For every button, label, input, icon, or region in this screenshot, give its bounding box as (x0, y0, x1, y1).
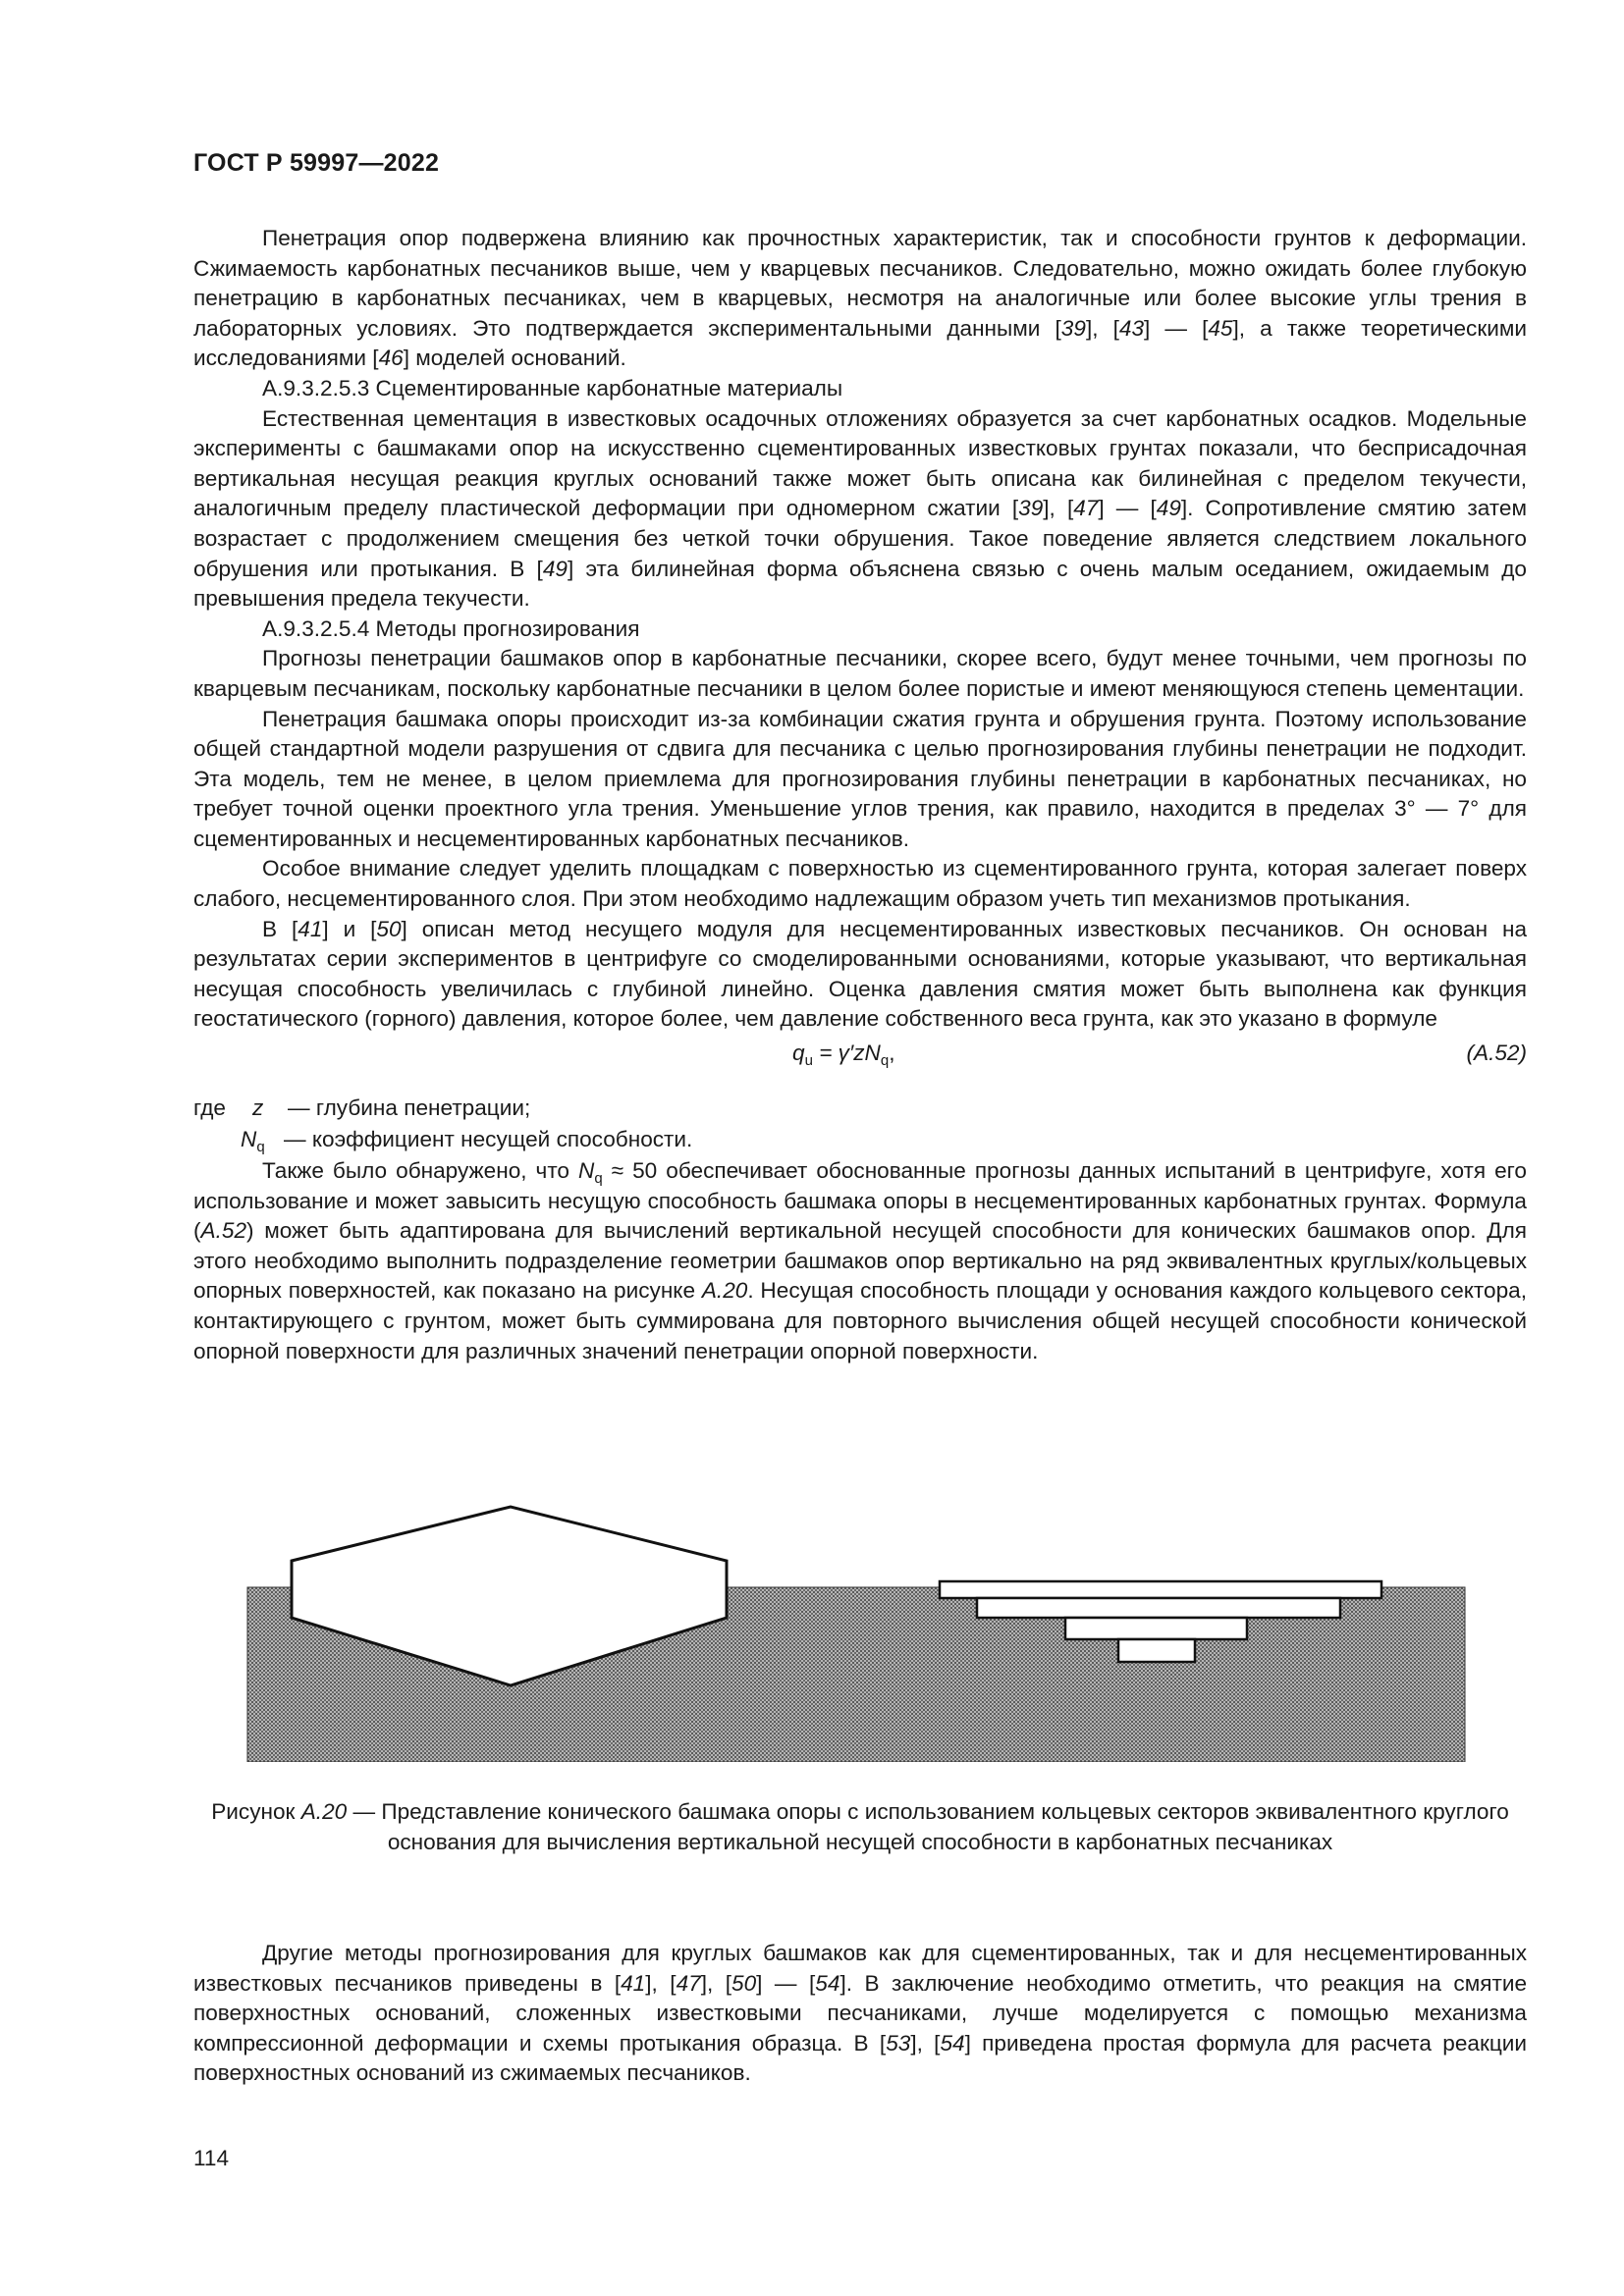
text-block-bottom (193, 1939, 1527, 2089)
subsection-heading-a9-3-2-5-4: А.9.3.2.5.4 Методы прогнозирования (262, 615, 640, 641)
text-block-top (193, 224, 1527, 1366)
document-header: ГОСТ Р 59997—2022 (193, 149, 440, 177)
paragraph-7: Также было обнаружено, что $N_q \approx 50$ обеспечивает обоснованные прогнозы данных испытаний в центрифуге, хотя его использование и может завысить несущую способность башмака опоры в несцементированных карбонатных грунтах. Формула (А.52) может быть адаптирована для вычислений вертикальной несущей способности для конических башмаков опор. Для этого необходимо выполнить подразделение геометрии башмаков опор вертикально на ряд эквивалентных круглых/кольцевых опорных поверхностей, как показано на рисунке А.20. Несущая способность площади у основания каждого кольцевого сектора, контактирующего с грунтом, может быть суммирована для повторного вычисления общей несущей способности конической опорной поверхности для различных значений пенетрации опорной поверхности. (193, 1158, 1527, 1363)
figure-caption: Рисунок А.20 — Представление конического башмака опоры с использованием кольцевых секторов эквивалентного круглого основания для вычисления вертикальной несущей способности в карбонатных песчаниках (211, 1799, 1509, 1854)
ring-sector-1 (940, 1581, 1381, 1598)
formula-number: (А.52) (1466, 1041, 1527, 1066)
definitions-list (193, 1094, 1527, 1156)
formula-row (193, 1039, 1527, 1076)
paragraph-3: Прогнозы пенетрации башмаков опор в карбонатные песчаники, скорее всего, будут менее точными, чем прогнозы по кварцевым песчаникам, поскольку карбонатные песчаники в целом более пористые и имеют меняющуюся степень цементации. (193, 646, 1527, 701)
paragraph-5: Особое внимание следует уделить площадкам с поверхностью из сцементированного грунта, которая залегает поверх слабого, несцементированного слоя. При этом необходимо надлежащим образом учеть тип механизмов протыкания. (193, 856, 1527, 912)
definition-nq: $N_q$ — коэффициент несущей способности. (241, 1127, 693, 1156)
ring-sector-2 (977, 1598, 1340, 1618)
paragraph-8: Другие методы прогнозирования для круглых башмаков как для сцементированных, так и для несцементированных известковых песчаников приведены в [41], [47], [50] — [54]. В заключение необходимо отметить, что реакция на смятие поверхностных оснований, сложенных известковыми песчаниками, лучше моделируется с помощью механизма компрессионной деформации и схемы протыкания образца. В [53], [54] приведена простая формула для расчета реакции поверхностных оснований из сжимаемых песчаников. (193, 1941, 1528, 2086)
paragraph-2: Естественная цементация в известковых осадочных отложениях образуется за счет карбонатных осадков. Модельные эксперименты с башмаками опор на искусственно сцементированных известковых грунтах показали, что бесприсадочная вертикальная несущая реакция круглых оснований также может быть описана как билинейная с пределом текучести, аналогичным пределу пластической деформации при одномерном сжатии [39], [47] — [49]. Сопротивление смятию затем возрастает с продолжением смещения без четкой точки обрушения. Такое поведение является следствием локального обрушения или протыкания. В [49] эта билинейная форма объяснена связью с очень малым оседанием, ожидаемым до превышения предела текучести. (193, 405, 1527, 612)
figure-a20-conical-footing (236, 1477, 1473, 1762)
paragraph-6: В [41] и [50] описан метод несущего модуля для несцементированных известковых песчаников. Он основан на результатах серии экспериментов в центрифуге со смоделированными основаниями, которые указывают, что вертикальная несущая способность увеличилась с глубиной линейно. Оценка давления смятия может быть выполнена как функция геостатического (горного) давления, которое более, чем давление собственного веса грунта, как это указано в формуле (193, 916, 1528, 1032)
ring-sector-3 (1065, 1618, 1247, 1639)
page-number: 114 (193, 2146, 230, 2170)
definition-z: где z — глубина пенетрации; (193, 1095, 531, 1121)
formula-a52: $q_u = \gamma'zN_q$, (792, 1041, 895, 1070)
paragraph-4: Пенетрация башмака опоры происходит из-за комбинации сжатия грунта и обрушения грунта. Поэтому использование общей стандартной модели разрушения от сдвига для песчаника с целью прогнозирования глубины пенетрации не подходит. Эта модель, тем не менее, в целом приемлема для прогнозирования глубины пенетрации в карбонатных песчаниках, но требует точной оценки проектного угла трения. Уменьшение углов трения, как правило, находится в пределах 3° — 7° для сцементированных и несцементированных карбонатных песчаников. (193, 706, 1527, 851)
subsection-heading-a9-3-2-5-3: А.9.3.2.5.3 Сцементированные карбонатные материалы (262, 375, 843, 400)
paragraph-1: Пенетрация опор подвержена влиянию как прочностных характеристик, так и способности грунтов к деформации. Сжимаемость карбонатных песчаников выше, чем у кварцевых песчаников. Следовательно, можно ожидать более глубокую пенетрацию в карбонатных песчаниках, чем в кварцевых, несмотря на аналогичные или более высокие углы трения в лабораторных условиях. Это подтверждается экспериментальными данными [39], [43] — [45], а также теоретическими исследованиями [46] моделей оснований. (193, 226, 1528, 371)
ring-sector-4 (1118, 1639, 1195, 1662)
